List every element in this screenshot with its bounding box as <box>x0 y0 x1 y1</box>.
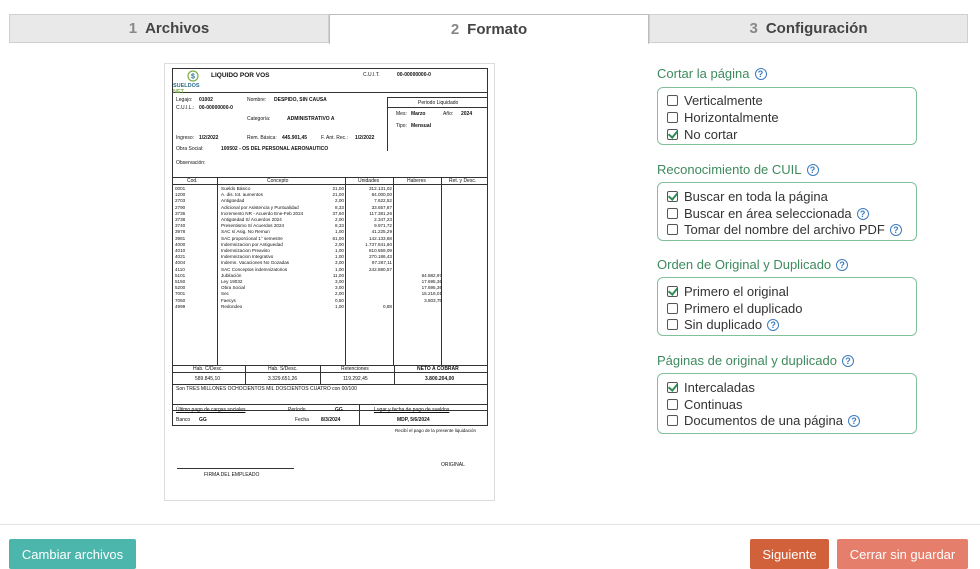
fant-value: 1/2/2022 <box>355 135 375 141</box>
original-label: ORIGINAL <box>441 462 465 468</box>
ultimo-label: Último pago de cargas sociales <box>176 407 246 413</box>
help-icon[interactable]: ? <box>767 319 779 331</box>
table-cell: 3.803,75 <box>424 297 442 303</box>
table-cell: Indemn. Vacaciones No Gozadas <box>221 260 290 266</box>
table-cell: 11,00 <box>332 272 344 278</box>
table-cell: Indemnizacion Preaviso <box>221 248 270 253</box>
section-title-paginas <box>657 353 854 368</box>
table-cell: 2,00 <box>335 217 344 222</box>
neto-label: NETO A COBRAR <box>417 366 459 372</box>
lugar-label: Lugar y fecha de pago de sueldos <box>374 407 450 413</box>
cuit-label: C.U.I.T. <box>363 72 380 78</box>
categoria-value: ADMINISTRATIVO A <box>287 116 335 122</box>
logo-text: SUELDOS <box>173 83 200 89</box>
table-cell: 3738 <box>175 217 186 222</box>
table-cell: 2,00 <box>335 241 344 247</box>
option-verticalmente[interactable] <box>667 93 763 108</box>
table-cell: Indemnizacion por Antiguedad <box>221 241 283 247</box>
table-cell: Antigüedad S/ Acuerdos 2024 <box>221 217 282 222</box>
neto-value: 3.800.204,00 <box>425 376 455 382</box>
table-cell: 1,00 <box>335 229 344 235</box>
divider <box>172 372 488 373</box>
table-cell: 4004 <box>175 260 186 266</box>
table-cell: 3978 <box>175 229 186 235</box>
checkbox[interactable] <box>667 319 678 330</box>
table-cell: 64.882,97 <box>421 272 442 278</box>
option-buscar-toda[interactable] <box>667 189 828 204</box>
option-label: Primero el duplicado <box>684 301 803 316</box>
tab-number: 3 <box>749 20 758 37</box>
fant-label: F. Ant. Rec.: <box>321 135 348 141</box>
tab-label: Archivos <box>145 20 210 37</box>
table-cell: 1,00 <box>335 254 344 260</box>
option-label: Horizontalmente <box>684 110 779 125</box>
option-una-pagina[interactable] <box>667 413 860 428</box>
table-cell: Incremento NR - Acuerdo Ene-Feb 2024 <box>221 210 304 216</box>
table-cell: SAC Conceptos indemnizatorios <box>221 266 288 272</box>
checkbox[interactable] <box>667 415 678 426</box>
help-icon[interactable]: ? <box>842 355 854 367</box>
fecha-label: Fecha <box>295 417 309 423</box>
table-cell: 4000 <box>175 241 186 247</box>
table-cell: 242.880,57 <box>369 266 392 272</box>
option-label: Continuas <box>684 397 743 412</box>
table-cell: 41.225,29 <box>371 229 392 235</box>
banco-label: Banco <box>176 417 191 423</box>
table-cell: 3981 <box>175 235 186 241</box>
checkbox[interactable] <box>667 303 678 314</box>
table-cell: 3,00 <box>335 285 344 291</box>
section-title-cuil <box>657 162 819 177</box>
legajo-value: 01002 <box>199 97 213 103</box>
table-cell: 3,00 <box>335 279 344 284</box>
table-cell: Sec <box>221 291 229 297</box>
divider <box>393 177 394 365</box>
obra-value: 100502 - OS DEL PERSONAL AERONAUTICO <box>221 146 329 152</box>
footer-divider <box>0 524 980 525</box>
anio-value: 2024 <box>461 111 473 117</box>
option-label: No cortar <box>684 127 738 142</box>
total-value: 589.845,10 <box>195 376 221 382</box>
table-cell: 84.000,00 <box>371 192 392 198</box>
checkbox-checked[interactable] <box>667 129 678 140</box>
table-cell: Redondeo <box>221 303 243 309</box>
cuil-value: 00-00000000-0 <box>199 105 233 111</box>
divider <box>441 177 442 365</box>
option-nombre-archivo[interactable] <box>667 222 902 237</box>
divider <box>320 365 321 384</box>
table-cell: Antigüedad <box>221 198 245 204</box>
total-label: Retenciones <box>341 366 369 372</box>
col-header: Unidades <box>358 178 380 184</box>
table-cell: 7050 <box>175 297 186 303</box>
table-cell: 9.971,72 <box>374 223 392 229</box>
checkbox[interactable] <box>667 208 678 219</box>
table-cell: 117.381,26 <box>369 210 392 216</box>
total-label: Hab. S/Desc. <box>268 366 298 372</box>
tab-label: Configuración <box>765 20 868 37</box>
divider <box>245 365 246 384</box>
table-cell: 0001 <box>175 186 186 191</box>
divider <box>172 384 488 385</box>
table-cell: 4110 <box>175 266 185 272</box>
table-cell: 2,00 <box>335 291 344 297</box>
option-label: Buscar en toda la página <box>684 189 828 204</box>
ingreso-label: Ingreso: <box>176 135 195 141</box>
tab-number: 1 <box>128 20 138 37</box>
section-label: Páginas de original y duplicado <box>657 353 837 368</box>
table-cell: Sueldo Básico <box>221 186 251 191</box>
divider <box>387 107 488 108</box>
svg-text:$: $ <box>191 73 195 81</box>
next-button[interactable]: Siguiente <box>750 539 829 569</box>
total-value: 3.329.651,26 <box>268 376 298 382</box>
tab-formato[interactable] <box>329 14 649 44</box>
anio-label: Año: <box>443 111 454 117</box>
change-files-button[interactable]: Cambiar archivos <box>9 539 136 569</box>
table-cell: 3736 <box>175 210 186 216</box>
table-cell: 312.131,02 <box>369 186 392 191</box>
tab-archivos[interactable] <box>9 14 329 43</box>
table-cell: 5150 <box>175 279 186 284</box>
fecha-value: 8/3/2024 <box>321 417 341 423</box>
ingreso-value: 1/2/2022 <box>199 135 219 141</box>
rem-value: 445.901,45 <box>282 135 308 141</box>
option-label: Primero el original <box>684 284 789 299</box>
table-cell: 97.267,11 <box>371 260 392 266</box>
table-cell: 0,50 <box>335 297 344 303</box>
firma-label: FIRMA DEL EMPLEADO <box>204 472 260 478</box>
cuil-options <box>657 182 917 241</box>
table-cell: 2790 <box>175 204 186 210</box>
table-cell: 17.695,36 <box>421 285 442 291</box>
option-sin-duplicado[interactable] <box>667 317 779 332</box>
table-cell: SAC proporcional 1° semestre <box>221 235 283 241</box>
lugar-value: MDP, 5/6/2024 <box>397 417 430 423</box>
option-horizontalmente[interactable] <box>667 110 779 125</box>
table-cell: 1.737.841,60 <box>365 241 392 247</box>
table-cell: A. dis. tot. aumentos <box>221 192 263 198</box>
table-cell: 2703 <box>175 198 186 204</box>
table-cell: Presentismo S/ Acuerdos 2024 <box>221 223 285 229</box>
rem-label: Rem. Básica: <box>247 135 277 141</box>
table-cell: 15.216,01 <box>421 291 442 297</box>
wizard-tabs <box>9 14 968 43</box>
checkbox[interactable] <box>667 112 678 123</box>
recibi-text: Recibí el pago de la presente liquidación <box>395 428 477 433</box>
cuit-value: 00-00000000-0 <box>397 72 431 78</box>
table-cell: 17.695,36 <box>421 279 442 284</box>
table-cell: 1,00 <box>335 266 344 272</box>
option-continuas[interactable] <box>667 397 743 412</box>
table-cell: 142.133,68 <box>369 235 392 241</box>
legajo-label: Legajo: <box>176 97 193 103</box>
option-no-cortar[interactable] <box>667 127 737 142</box>
nombre-value: DESPIDO, SIN CAUSA <box>274 97 327 103</box>
col-header: Concepto <box>267 178 289 184</box>
table-cell: 1200 <box>175 192 186 198</box>
section-label: Cortar la página <box>657 66 750 81</box>
table-cell: 1,00 <box>335 303 344 309</box>
option-intercaladas[interactable] <box>667 380 755 395</box>
help-icon[interactable]: ? <box>857 208 869 220</box>
table-cell: 8,33 <box>335 223 344 229</box>
checkbox-checked[interactable] <box>667 286 678 297</box>
table-cell: 4999 <box>175 303 186 309</box>
cuil-label: C.U.I.L.: <box>176 105 195 111</box>
table-cell: Obra Social <box>221 285 246 291</box>
mes-label: Mes: <box>396 111 407 117</box>
option-label: Sin duplicado <box>684 317 763 332</box>
close-without-saving-button[interactable]: Cerrar sin guardar <box>837 539 968 569</box>
table-cell: 7.622,52 <box>374 198 392 204</box>
tab-number: 2 <box>450 21 460 38</box>
company-name: LIQUIDO POR VOS <box>211 72 270 79</box>
checkbox[interactable] <box>667 399 678 410</box>
signature-line <box>177 468 294 469</box>
table-cell: 21,00 <box>332 192 344 198</box>
periodo2-value: GG <box>335 407 343 413</box>
obs-label: Observación: <box>176 160 206 166</box>
table-cell: 810.559,09 <box>369 248 392 253</box>
table-cell: 0,88 <box>383 303 392 309</box>
section-title-cortar <box>657 66 767 81</box>
obra-label: Obra Social: <box>176 146 204 152</box>
option-primero-duplicado[interactable] <box>667 301 803 316</box>
table-cell: Faecys <box>221 297 236 303</box>
divider <box>345 177 346 365</box>
help-icon[interactable]: ? <box>755 68 767 80</box>
table-cell: 5200 <box>175 285 186 291</box>
option-primero-original[interactable] <box>667 284 789 299</box>
tipo-value: Mensual <box>411 123 432 129</box>
help-icon[interactable]: ? <box>890 224 902 236</box>
section-label: Orden de Original y Duplicado <box>657 257 832 272</box>
table-cell: SAC s/ Asig. No Remun <box>221 229 270 235</box>
option-label: Intercaladas <box>684 380 755 395</box>
nombre-label: Nombre: <box>247 97 267 103</box>
divider <box>217 177 218 365</box>
periodo-label: Periodo Liquidado <box>418 100 459 106</box>
table-cell: 270.186,43 <box>369 254 392 260</box>
table-cell: Ley 19032 <box>221 279 243 284</box>
checkbox[interactable] <box>667 95 678 106</box>
col-header: Cod. <box>187 178 198 184</box>
checkbox[interactable] <box>667 224 678 235</box>
tab-configuracion[interactable] <box>649 14 968 43</box>
table-cell: 2,00 <box>335 198 344 204</box>
option-label: Documentos de una página <box>684 413 844 428</box>
divider <box>172 92 488 93</box>
table-cell: 2.347,23 <box>374 217 392 222</box>
table-cell: 7001 <box>175 291 186 297</box>
table-cell: 4021 <box>175 254 186 260</box>
table-cell: 33.657,87 <box>371 204 392 210</box>
paginas-options <box>657 373 917 434</box>
table-cell: 8,33 <box>335 204 344 210</box>
mes-value: Marzo <box>411 111 426 117</box>
periodo2-label: Período <box>288 407 306 413</box>
table-cell: 21,00 <box>332 186 344 191</box>
total-value: 119.292,45 <box>343 376 368 382</box>
table-cell: 4010 <box>175 248 186 253</box>
section-label: Reconocimiento de CUIL <box>657 162 802 177</box>
tab-label: Formato <box>467 21 528 38</box>
table-cell: 61,00 <box>332 235 344 241</box>
table-cell: 1,00 <box>335 248 344 253</box>
help-icon[interactable]: ? <box>807 164 819 176</box>
categoria-label: Categoría: <box>247 116 271 122</box>
help-icon[interactable]: ? <box>836 259 848 271</box>
orden-options <box>657 277 917 336</box>
table-cell: Adicional por Asistencia y Puntualidad <box>221 204 299 210</box>
section-title-orden <box>657 257 848 272</box>
help-icon[interactable]: ? <box>848 415 860 427</box>
tipo-label: Tipo: <box>396 123 407 129</box>
option-label: Buscar en área seleccionada <box>684 206 852 221</box>
table-cell: 3740 <box>175 223 186 229</box>
document-preview <box>164 63 495 501</box>
option-label: Tomar del nombre del archivo PDF <box>684 222 885 237</box>
total-label: Hab. C/Desc. <box>193 366 223 372</box>
option-buscar-area[interactable] <box>667 206 869 221</box>
banco-value: GG <box>199 417 207 423</box>
divider <box>394 365 395 384</box>
table-cell: Jubilación <box>221 272 242 278</box>
table-cell: 3,00 <box>335 260 344 266</box>
checkbox-checked[interactable] <box>667 382 678 393</box>
company-logo <box>173 70 211 95</box>
son-text: Son TRES MILLONES OCHOCIENTOS MIL DOSCIENTOS CUATRO con 00/100 <box>176 386 357 392</box>
table-cell: Indemnizacion Integrativo <box>221 254 274 260</box>
cortar-options <box>657 87 917 145</box>
logo-text-accent: NET <box>173 89 184 95</box>
col-header: Ret. y Desc. <box>449 178 477 184</box>
option-label: Verticalmente <box>684 93 763 108</box>
col-header: Haberes <box>407 178 426 184</box>
checkbox-checked[interactable] <box>667 191 678 202</box>
table-cell: 37,60 <box>332 210 344 216</box>
table-cell: 5101 <box>175 272 186 278</box>
divider <box>359 404 360 426</box>
